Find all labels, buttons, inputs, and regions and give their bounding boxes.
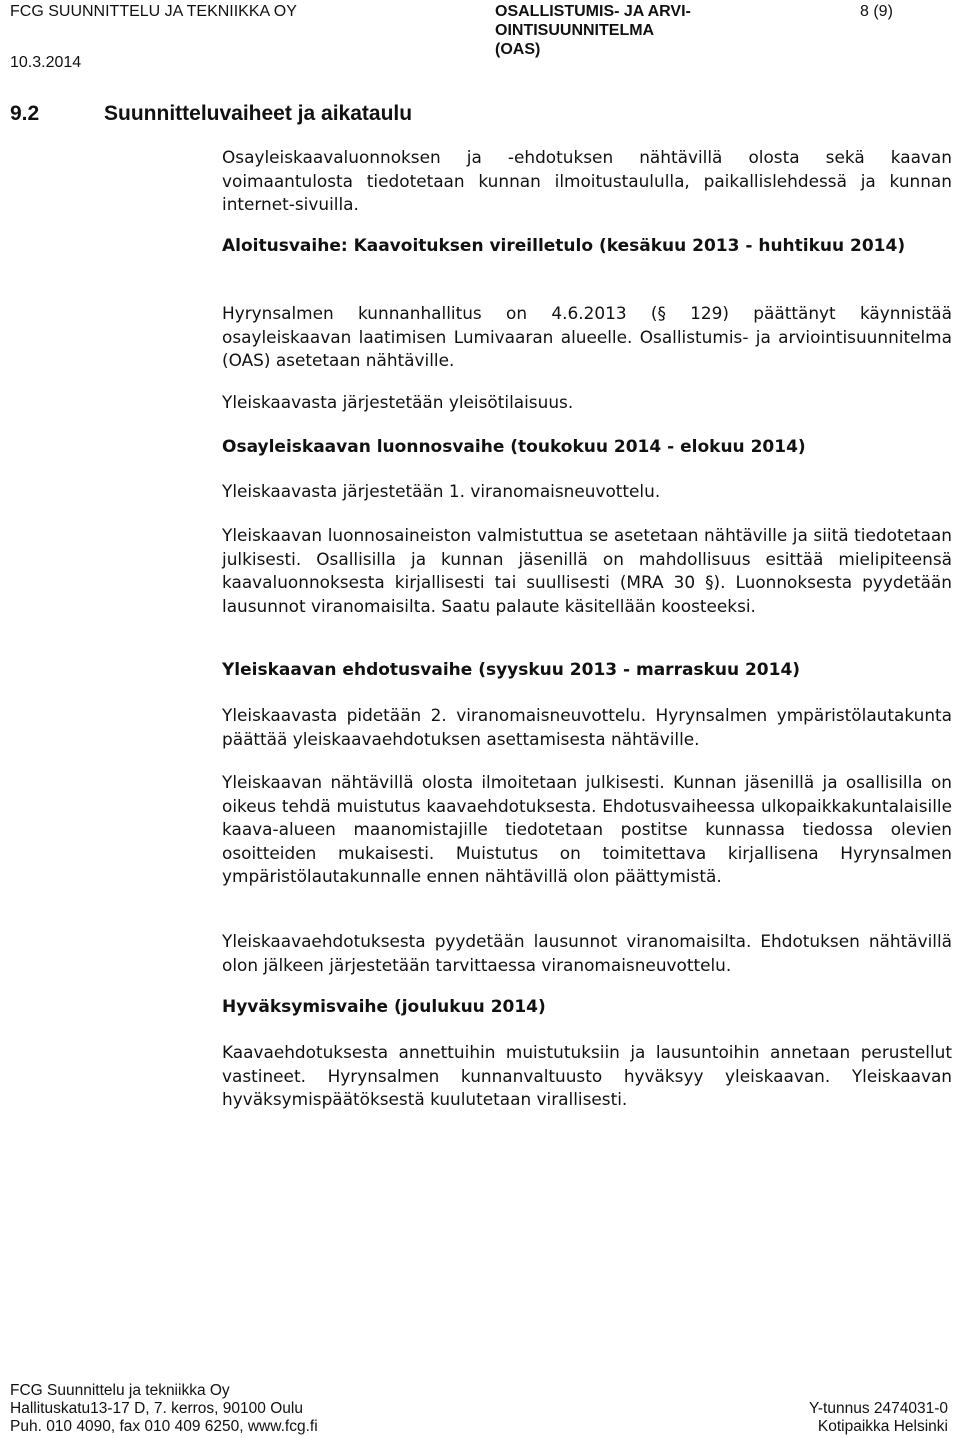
header-date: 10.3.2014 [10, 54, 82, 71]
phase1-heading: Aloitusvaihe: Kaavoituksen vireilletulo (kesäkuu 2013 - huhtikuu 2014) [222, 236, 906, 256]
header-company: FCG SUUNNITTELU JA TEKNIIKKA OY [10, 3, 297, 20]
footer-address: Hallituskatu13-17 D, 7. kerros, 90100 Oulu [10, 1400, 303, 1417]
section-title [10, 102, 412, 126]
section-number: 9.2 [10, 102, 40, 125]
phase3-heading: Yleiskaavan ehdotusvaihe (syyskuu 2013 - marraskuu 2014) [222, 660, 801, 680]
footer-company-info [10, 1382, 318, 1436]
phase3-paragraph-3: Yleiskaavaehdotuksesta pyydetään lausunnot viranomaisilta. Ehdotuksen nähtävillä olon jälkeen järjestetään tarvittaessa viranomaisneuvottelu. [222, 931, 952, 975]
header-document-title [495, 2, 735, 59]
phase3-paragraph-2: Yleiskaavan nähtävillä olosta ilmoitetaan julkisesti. Kunnan jäsenillä ja osallisilla on oikeus tehdä muistutus kaavaehdotuksesta. Ehdotusvaiheessa ulkopaikkakuntalaisille kaava-alueen maanomistajille tiedotetaan postitse kunnassa tiedossa olevien osoitteiden mukaisesti. Muistutus on toimitettava kirjallisena Hyrynsalmen ympäristölautakunnalle ennen nähtävillä olon päättymistä. [222, 772, 952, 887]
header-doc-title-line3: (OAS) [495, 41, 541, 58]
header-doc-title-line2: OINTISUUNNITELMA [495, 22, 655, 39]
phase2-paragraph-1: Yleiskaavasta järjestetään 1. viranomaisneuvottelu. [222, 481, 661, 501]
footer-registration-info [809, 1400, 948, 1436]
footer-business-id: Y-tunnus 2474031-0 [808, 1400, 948, 1417]
phase1-paragraph-2: Yleiskaavasta järjestetään yleisötilaisuus. [222, 392, 574, 412]
phase1-paragraph-1: Hyrynsalmen kunnanhallitus on 4.6.2013 (§ 129) päättänyt käynnistää osayleiskaavan laatimisen Lumivaaran alueelle. Osallistumis- ja arviointisuunnitelma (OAS) asetetaan nähtäville. [222, 303, 952, 371]
phase3-paragraph-1: Yleiskaavasta pidetään 2. viranomaisneuvottelu. Hyrynsalmen ympäristölautakunta päättää yleiskaavaehdotuksen asettamisesta nähtäville. [222, 705, 952, 749]
header-page-number: 8 (9) [860, 3, 893, 20]
footer-contact: Puh. 010 4090, fax 010 409 6250, www.fcg.fi [10, 1418, 318, 1435]
footer-domicile: Kotipaikka Helsinki [817, 1418, 948, 1435]
section-title-text: Suunnitteluvaiheet ja aikataulu [104, 102, 413, 125]
phase2-heading: Osayleiskaavan luonnosvaihe (toukokuu 2014 - elokuu 2014) [222, 437, 806, 457]
header-doc-title-line1: OSALLISTUMIS- JA ARVI- [495, 3, 691, 20]
footer-company: FCG Suunnittelu ja tekniikka Oy [10, 1382, 230, 1399]
phase4-paragraph-1: Kaavaehdotuksesta annettuihin muistutuksiin ja lausuntoihin annetaan perustellut vastineet. Hyrynsalmen kunnanvaltuusto hyväksyy yleiskaavan. Yleiskaavan hyväksymispäätöksestä kuulutetaan virallisesti. [222, 1042, 952, 1110]
phase2-paragraph-2: Yleiskaavan luonnosaineiston valmistuttua se asetetaan nähtäville ja siitä tiedotetaan julkisesti. Osallisilla ja kunnan jäsenillä on mahdollisuus esittää mielipiteensä kaavaluonnoksesta kirjallisesti tai suullisesti (MRA 30 §). Luonnoksesta pyydetään lausunnot viranomaisilta. Saatu palaute käsitellään koosteeksi. [222, 525, 952, 616]
intro-paragraph: Osayleiskaavaluonnoksen ja -ehdotuksen nähtävillä olosta sekä kaavan voimaantulosta tiedotetaan kunnan ilmoitustaululla, paikallislehdessä ja kunnan internet-sivuilla. [222, 147, 952, 215]
phase4-heading: Hyväksymisvaihe (joulukuu 2014) [222, 997, 546, 1017]
